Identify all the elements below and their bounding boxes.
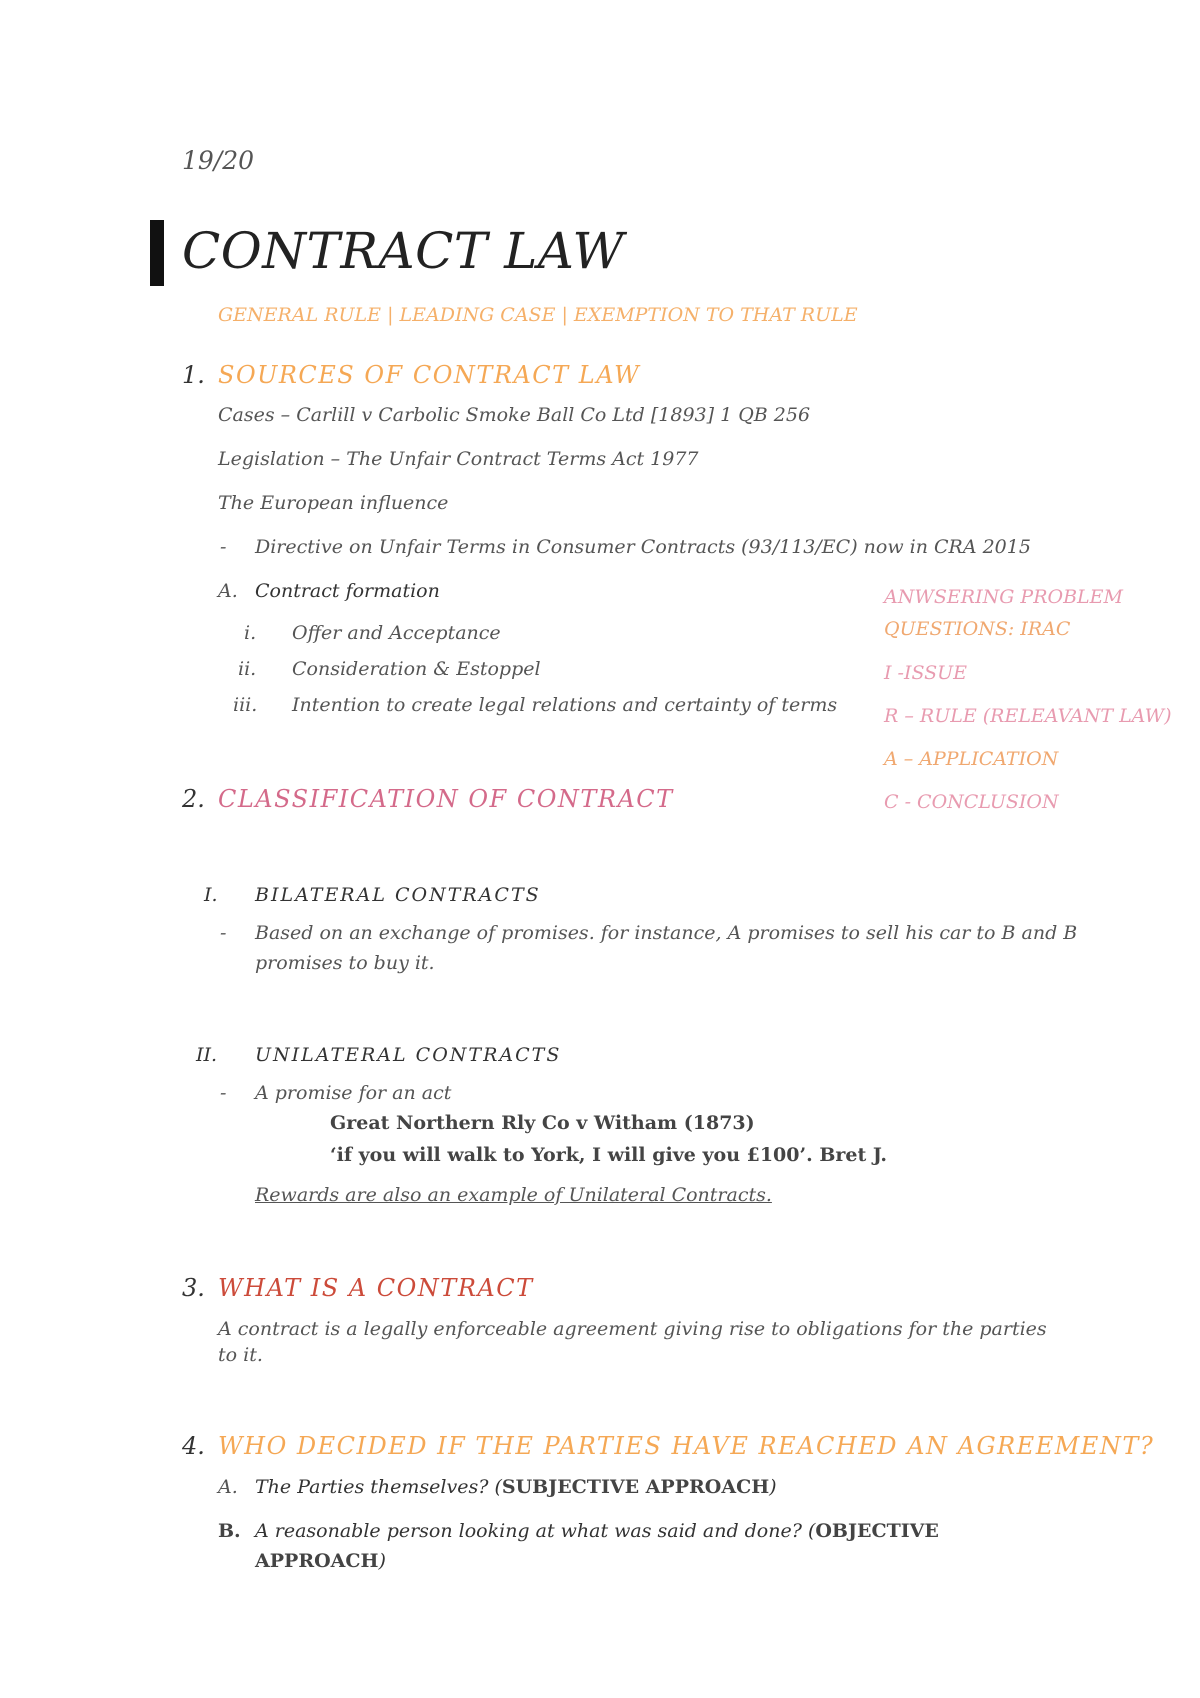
title-accent-bar: [150, 220, 164, 286]
sidebar-line2: QUESTIONS: IRAC: [884, 618, 1071, 640]
roman-item-offer: Offer and Acceptance: [292, 622, 501, 644]
document-date: 19/20: [182, 146, 255, 175]
sidebar-item-conclusion: C - CONCLUSION: [884, 791, 1059, 813]
bilateral-title: BILATERAL CONTRACTS: [255, 884, 541, 906]
section4-b-bold-1: OBJECTIVE: [815, 1520, 939, 1542]
sidebar-line1: ANWSERING PROBLEM: [884, 586, 1123, 608]
section3-text-1: A contract is a legally enforceable agreement giving rise to obligations for the parties: [218, 1318, 1047, 1340]
section2-heading: CLASSIFICATION OF CONTRACT: [218, 785, 674, 813]
bilateral-text-2: promises to buy it.: [255, 952, 435, 974]
roman-item-intention: Intention to create legal relations and certainty of terms: [292, 694, 838, 716]
section4-a-close: ): [769, 1476, 777, 1498]
section4-b-letter: B.: [218, 1520, 241, 1542]
section4-b-line-2: [255, 1550, 386, 1572]
bilateral-dash: -: [220, 922, 227, 944]
sidebar-item-rule: R – RULE (RELEAVANT LAW): [884, 705, 1172, 727]
section4-b-bold-2: APPROACH: [255, 1550, 379, 1572]
section2-number: 2.: [182, 785, 205, 813]
section1-number: 1.: [182, 361, 205, 389]
case-name: Great Northern Rly Co v Witham (1873): [330, 1112, 755, 1134]
section4-a-bold: SUBJECTIVE APPROACH: [501, 1476, 770, 1498]
section1-heading: SOURCES OF CONTRACT LAW: [218, 361, 641, 389]
section1-line-cases: Cases – Carlill v Carbolic Smoke Ball Co Ltd [1893] 1 QB 256: [218, 404, 811, 426]
section1-line-legislation: Legislation – The Unfair Contract Terms Act 1977: [218, 448, 699, 470]
unilateral-text: A promise for an act: [255, 1082, 452, 1104]
section1-bullet-dash: -: [220, 536, 227, 558]
section3-heading: WHAT IS A CONTRACT: [218, 1274, 534, 1302]
page-title: CONTRACT LAW: [182, 222, 625, 280]
unilateral-title: UNILATERAL CONTRACTS: [255, 1044, 562, 1066]
section4-a-letter: A.: [218, 1476, 238, 1498]
roman-item-consideration: Consideration & Estoppel: [292, 658, 541, 680]
bilateral-text-1: Based on an exchange of promises. for instance, A promises to sell his car to B and B: [255, 922, 1078, 944]
section4-b-line: [255, 1520, 939, 1542]
section1-bullet-directive: Directive on Unfair Terms in Consumer Contracts (93/113/EC) now in CRA 2015: [255, 536, 1031, 558]
roman-num-2: ii.: [238, 658, 257, 680]
sidebar-item-application: A – APPLICATION: [884, 748, 1059, 770]
roman-num-3: iii.: [233, 694, 258, 716]
section3-text-2: to it.: [218, 1344, 263, 1366]
section4-a-text: The Parties themselves? (: [255, 1476, 502, 1498]
case-quote: ‘if you will walk to York, I will give you £100’. Bret J.: [330, 1144, 888, 1166]
section4-a-line: [255, 1476, 777, 1498]
section1-line-european: The European influence: [218, 492, 449, 514]
sidebar-item-issue: I -ISSUE: [884, 662, 968, 684]
section1-sub-a-letter: A.: [218, 580, 238, 602]
roman-num-1: i.: [244, 622, 257, 644]
bilateral-number: I.: [204, 884, 218, 906]
section4-b-close: ): [378, 1550, 386, 1572]
section4-b-text: A reasonable person looking at what was said and done? (: [255, 1520, 816, 1542]
section1-sub-a: Contract formation: [255, 580, 440, 602]
section4-number: 4.: [182, 1432, 205, 1460]
subtitle-rule: GENERAL RULE | LEADING CASE | EXEMPTION TO THAT RULE: [218, 304, 858, 326]
unilateral-number: II.: [196, 1044, 218, 1066]
section3-number: 3.: [182, 1274, 205, 1302]
rewards-note: Rewards are also an example of Unilateral Contracts.: [255, 1184, 772, 1206]
unilateral-dash: -: [220, 1082, 227, 1104]
section4-heading: WHO DECIDED IF THE PARTIES HAVE REACHED AN AGREEMENT?: [218, 1432, 1155, 1460]
